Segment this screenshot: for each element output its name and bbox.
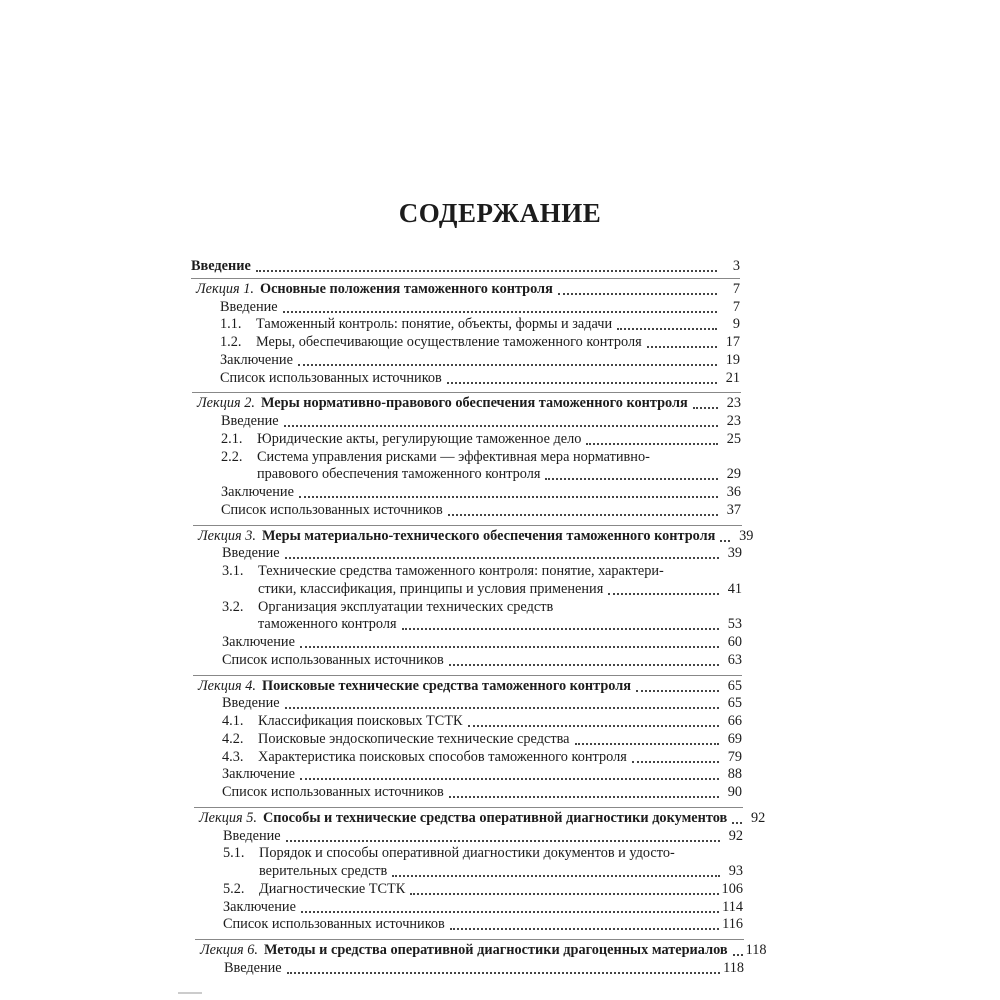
toc-item [222,695,742,712]
toc-page-number: 23 [726,395,741,412]
dot-leader [733,954,743,956]
lecture-label: Лекция 6. [200,942,258,958]
toc-page-number: 118 [745,942,767,958]
section-number: 4.3. [222,748,244,765]
dot-leader [450,928,719,930]
toc-page-number: 93 [728,863,743,879]
toc-page-number: 3 [732,258,740,274]
dot-leader [586,443,718,445]
dot-leader [298,364,717,366]
lecture-label: Лекция 5. [199,809,257,826]
toc-page-number: 39 [739,527,754,544]
toc-page-number: 116 [722,916,743,933]
toc-page-number: 19 [725,351,740,368]
section-divider [194,807,743,808]
toc-page-number: 65 [727,677,742,694]
section-divider [192,392,741,393]
lecture-label: Лекция 3. [198,527,256,544]
toc-page-number: 114 [722,898,743,915]
toc-item [221,431,741,448]
lecture-label: Лекция 2. [197,395,255,412]
section-number: 5.2. [223,880,245,897]
toc-item-title: Введение [222,695,280,712]
section-number: 2.2. [221,448,243,465]
section-number: 5.1. [223,845,245,862]
dot-leader [693,407,718,409]
toc-page-number: 63 [727,651,742,668]
toc-item-title: Поисковые эндоскопические технические средства [258,730,570,747]
toc-item-title: Организация эксплуатации технических средств [258,598,554,615]
lecture-label: Лекция 1. [196,280,254,297]
dot-leader [286,840,720,842]
toc-item [223,916,743,933]
dot-leader [468,725,719,727]
section-divider [191,278,740,279]
section-divider [193,675,742,676]
dot-leader [284,425,718,427]
dot-leader [448,514,718,516]
lecture-title: Меры нормативно-правового обеспечения таможенного контроля [260,395,688,412]
section-divider [193,525,742,526]
page-title: СОДЕРЖАНИЕ [398,198,602,228]
lecture-title: Поисковые технические средства таможенного контроля [261,677,631,694]
toc-page-number: 23 [726,413,741,429]
toc-item-title: Заключение [223,898,296,915]
lecture-label: Лекция 4. [198,677,256,694]
toc-item [220,299,740,316]
dot-leader [300,646,719,648]
dot-leader [301,911,719,913]
toc-page-number: 39 [727,545,742,562]
lecture-title: Методы и средства оперативной диагностики драгоценных материалов [263,942,728,958]
toc-page-number: 60 [727,634,742,650]
toc-item [220,352,740,369]
dot-leader [285,707,719,709]
toc-item-title: Введение [220,298,278,315]
toc-page-number: 66 [727,713,742,729]
dot-leader [392,875,720,877]
toc-item [222,545,742,562]
toc-item-title: Список использованных источников [221,501,443,518]
toc-item-title: Порядок и способы оперативной диагностики документов и удосто- [259,845,675,862]
toc-page-number: 17 [725,334,740,350]
toc-entry-intro [191,258,740,275]
toc-page-number: 106 [721,880,743,897]
section-number: 3.2. [222,598,244,615]
section-number: 4.1. [222,713,244,729]
toc-item-title: Введение [223,827,281,844]
dot-leader [732,822,742,824]
toc-page-number: 53 [727,616,742,633]
toc-item-title: Классификация поисковых ТСТК [258,713,463,729]
toc-item-title-cont: стики, классификация, принципы и условия применения [258,580,604,597]
toc-item [223,881,743,898]
toc-item-title: Меры, обеспечивающие осуществление таможенного контроля [256,334,642,350]
toc-lecture-heading [196,281,740,298]
toc-item-title: Заключение [222,766,295,783]
dot-leader [632,761,719,763]
toc-lecture-heading [198,678,742,695]
dot-leader [256,270,717,272]
dot-leader [447,382,717,384]
toc-item [223,899,743,916]
toc-item [221,449,650,466]
toc-page-number: 29 [726,466,741,483]
toc-item [221,413,741,430]
toc-page-number: 36 [726,484,741,500]
toc-page-number: 7 [732,298,740,315]
dot-leader [300,778,719,780]
toc-item [220,334,740,351]
toc-item-title: Юридические акты, регулирующие таможенное дело [257,430,582,447]
toc-page-number: 118 [723,959,744,976]
dot-leader [402,628,719,630]
toc-item-title: Заключение [222,634,295,650]
dot-leader [299,496,718,498]
toc-item [223,828,743,845]
toc-item-title: Список использованных источников [222,651,444,668]
toc-item-title: Заключение [220,351,293,368]
toc-page-number: 7 [732,280,740,297]
dot-leader [545,478,718,480]
dot-leader [720,540,730,542]
toc-page-number: 41 [727,580,742,597]
toc-item [222,599,553,616]
dot-leader [636,690,719,692]
section-divider [195,939,744,940]
toc-item-continuation [258,616,742,633]
toc-page-number: 79 [727,748,742,765]
section-number: 1.2. [220,334,242,350]
dot-leader [575,743,720,745]
lecture-title: Основные положения таможенного контроля [259,280,553,297]
toc-item-title: Технические средства таможенного контроля: понятие, характери- [258,563,664,579]
dot-leader [285,557,719,559]
toc-item-continuation [258,581,742,598]
toc-item-title-cont: таможенного контроля [258,616,397,633]
toc-page-number: 88 [727,766,742,783]
dot-leader [647,346,717,348]
dot-leader [608,593,719,595]
section-number: 2.1. [221,430,243,447]
dot-leader [410,893,718,895]
toc-page-number: 92 [750,809,766,826]
toc-page-number: 92 [728,827,743,844]
toc-item [222,784,742,801]
toc-item [222,749,742,766]
toc-item [222,713,742,730]
toc-item-title-cont: верительных средств [259,863,388,879]
section-number: 3.1. [222,563,244,579]
dot-leader [558,293,717,295]
section-number: 4.2. [222,730,244,747]
toc-item [222,563,664,580]
toc-page-number: 9 [732,316,740,333]
dot-leader [287,972,720,974]
dot-leader [283,311,717,313]
toc-item [224,960,744,977]
toc-item-title: Характеристика поисковых способов таможенного контроля [258,748,627,765]
toc-item-title: Введение [224,959,282,976]
toc-item [221,484,741,501]
toc-item-continuation [259,863,743,880]
toc-item-title: Введение [221,413,279,429]
lecture-title: Меры материально-технического обеспечения таможенного контроля [261,527,716,544]
toc-item-title-cont: правового обеспечения таможенного контроля [257,466,541,483]
toc-item-title: Список использованных источников [223,916,445,933]
toc-item [222,652,742,669]
toc-item [222,634,742,651]
toc-item [223,845,675,862]
scan-artifact [178,992,202,994]
dot-leader [449,796,719,798]
toc-item [220,370,740,387]
dot-leader [617,328,717,330]
toc-item-title: Диагностические ТСТК [259,880,406,897]
toc-item-title: Список использованных источников [222,784,444,800]
toc-page-number: 25 [726,430,741,447]
toc-page-number: 21 [725,369,740,386]
toc-lecture-heading [198,527,754,545]
toc-lecture-heading [200,942,767,959]
toc-page-number: 65 [727,695,742,712]
toc-item-title: Список использованных источников [220,369,442,386]
toc-page-number: 90 [727,784,742,800]
toc-item-title: Введение [222,545,280,562]
toc-item [222,766,742,783]
toc-lecture-heading [197,395,741,412]
section-number: 1.1. [220,316,242,333]
toc-page-number: 37 [726,501,741,518]
toc-page-number: 69 [727,730,742,747]
toc-item-title: Таможенный контроль: понятие, объекты, формы и задачи [256,316,613,333]
toc-item [220,316,740,333]
toc-item-continuation [257,466,741,483]
toc-lecture-heading [199,809,766,827]
dot-leader [449,664,719,666]
lecture-title: Способы и технические средства оперативной диагностики документов [262,809,728,826]
toc-item [221,502,741,519]
toc-item [222,731,742,748]
toc-item-title: Система управления рисками — эффективная мера нормативно- [257,448,650,465]
toc-entry-title: Введение [191,258,251,274]
toc-item-title: Заключение [221,484,294,500]
